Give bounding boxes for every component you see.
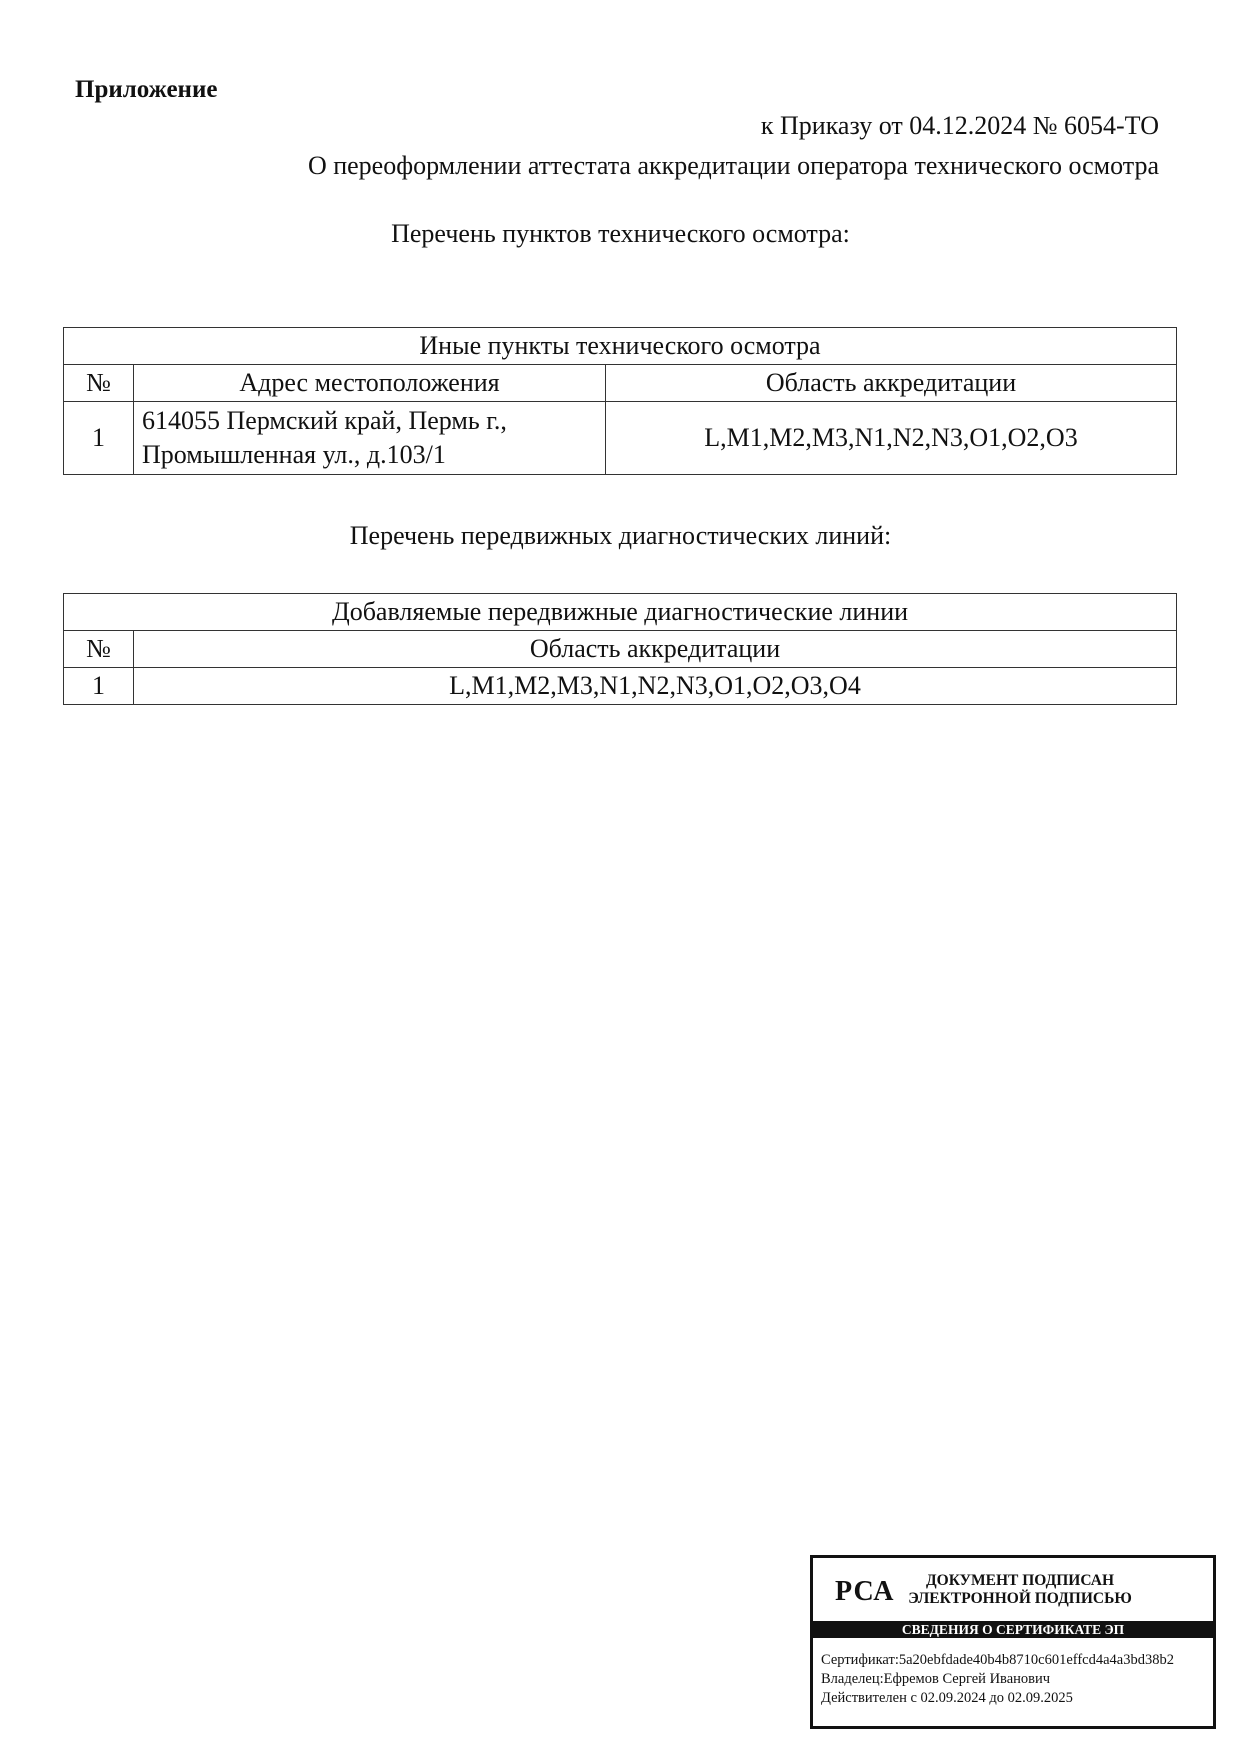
table-header-row [64,631,1177,668]
certificate-info-bar: СВЕДЕНИЯ О СЕРТИФИКАТЕ ЭП [813,1621,1213,1638]
signed-notice-line: ЭЛЕКТРОННОЙ ПОДПИСЬЮ [908,1590,1132,1607]
certificate-validity: Действителен с 02.09.2024 до 02.09.2025 [821,1690,1073,1706]
table-caption: Добавляемые передвижные диагностические линии [64,594,1177,631]
certificate-owner: Владелец:Ефремов Сергей Иванович [821,1671,1051,1687]
rsa-logo: РСА [835,1576,895,1607]
mobile-lines-table [63,593,1177,705]
table-row [64,402,1177,475]
appendix-title: Приложение [75,76,218,103]
column-header-number: № [64,365,134,402]
address-line: Промышленная ул., д.103/1 [142,440,446,469]
row-scope: L,M1,M2,M3,N1,N2,N3,O1,O2,O3,O4 [134,668,1177,705]
column-header-scope: Область аккредитации [134,631,1177,668]
inspection-points-heading: Перечень пунктов технического осмотра: [391,219,850,248]
order-subject: О переоформлении аттестата аккредитации оператора технического осмотра [307,151,1159,180]
column-header-scope: Область аккредитации [606,365,1177,402]
column-header-address: Адрес местоположения [134,365,606,402]
table-header-row [64,365,1177,402]
electronic-signature-stamp [810,1555,1216,1729]
row-number: 1 [64,402,134,475]
signed-notice-line: ДОКУМЕНТ ПОДПИСАН [925,1572,1115,1589]
address-line: 614055 Пермский край, Пермь г., [142,406,507,435]
signed-notice [905,1572,1135,1608]
row-number: 1 [64,668,134,705]
order-reference: к Приказу от 04.12.2024 № 6054-ТО [760,111,1159,140]
row-address [134,402,606,475]
row-scope: L,M1,M2,M3,N1,N2,N3,O1,O2,O3 [606,402,1177,475]
table-caption-row [64,328,1177,365]
table-caption: Иные пункты технического осмотра [64,328,1177,365]
table-row [64,668,1177,705]
certificate-details [821,1651,1174,1708]
column-header-number: № [64,631,134,668]
inspection-points-table [63,327,1177,475]
table-caption-row [64,594,1177,631]
certificate-id: Сертификат:5a20ebfdade40b4b8710c601effcd4a4a3bd38b2 [821,1652,1174,1668]
mobile-lines-heading: Перечень передвижных диагностических линий: [349,521,892,550]
